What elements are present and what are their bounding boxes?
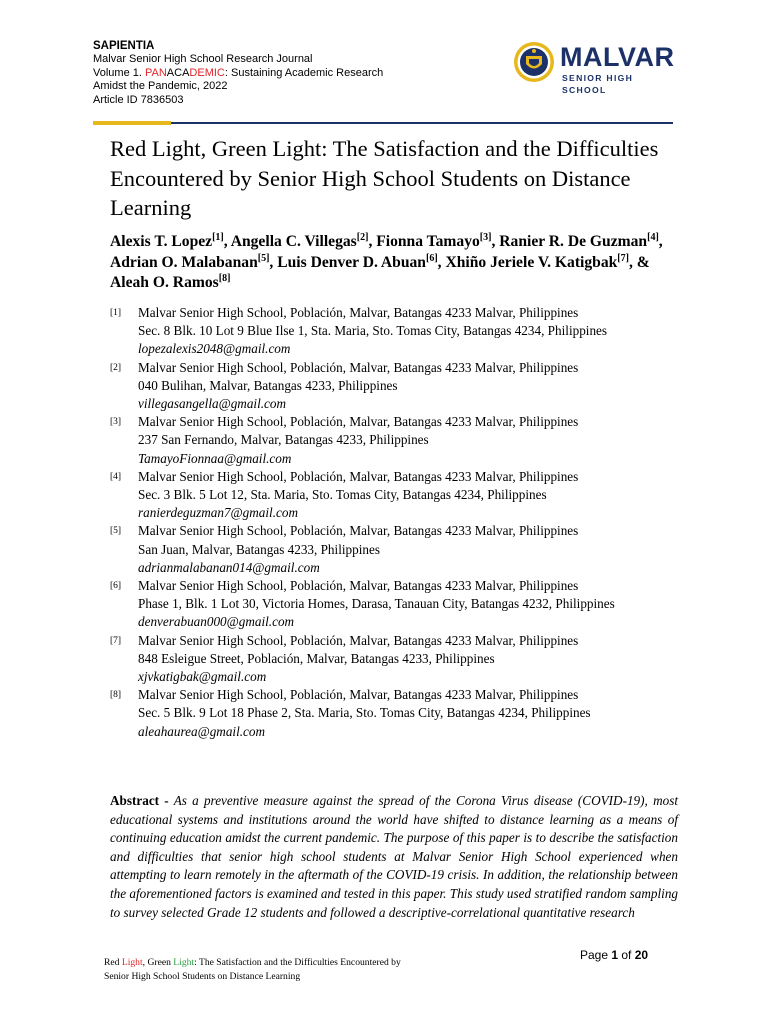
author-name: Angella C. Villegas (230, 233, 357, 250)
affiliation-email[interactable]: TamayoFionnaa@gmail.com (138, 450, 292, 466)
author-name: Luis Denver D. Abuan (277, 253, 426, 271)
author-ref: [8] (218, 272, 231, 284)
header-rule-navy (171, 122, 673, 124)
author-separator: , & (628, 253, 650, 271)
page-current: 1 (611, 948, 619, 962)
affiliation-address: Phase 1, Blk. 1 Lot 30, Victoria Homes, Darasa, Tanauan City, Batangas 4232, Philippines (138, 596, 615, 612)
author-separator: , (269, 253, 278, 271)
affiliation-address: Sec. 5 Blk. 9 Lot 18 Phase 2, Sta. Maria, Sto. Tomas City, Batangas 4234, Philippines (138, 705, 591, 721)
affiliation-body (138, 577, 690, 632)
affiliation-body (138, 686, 690, 741)
affiliation-number: [8] (110, 690, 122, 701)
footer-rest: : The Satisfaction and the Difficulties Encountered by Senior High School Students on Distance Learning (104, 957, 401, 983)
affiliation-item (110, 522, 690, 577)
footer-red: Red (104, 957, 122, 968)
paper-title: Red Light, Green Light: The Satisfaction and the Difficulties Encountered by Senior High School Students on Distance Learning (110, 136, 659, 220)
logo-main-text: MALVAR (560, 42, 675, 72)
volume-suffix: : Sustaining Academic Research (224, 66, 384, 79)
affiliation-email[interactable]: lopezalexis2048@gmail.com (138, 341, 291, 357)
author-ref: [7] (617, 252, 629, 264)
affiliation-body (138, 522, 690, 577)
page-total: 20 (634, 948, 649, 962)
author-separator: , (437, 253, 446, 271)
affiliation-email[interactable]: adrianmalabanan014@gmail.com (138, 559, 320, 575)
affiliation-email[interactable]: xjvkatigbak@gmail.com (138, 669, 267, 685)
affiliation-list (110, 304, 690, 741)
author-ref: [4] (647, 231, 659, 243)
author-name: Fionna Tamayo (376, 233, 480, 250)
author-name: Aleah O. Ramos (110, 274, 219, 291)
affiliation-item (110, 304, 690, 359)
school-seal-icon (512, 40, 556, 84)
author-separator: , (491, 233, 500, 250)
affiliation-school: Malvar Senior High School, Población, Malvar, Batangas 4233 Malvar, Philippines (138, 632, 579, 648)
affiliation-body (138, 632, 690, 687)
affiliation-school: Malvar Senior High School, Población, Malvar, Batangas 4233 Malvar, Philippines (138, 359, 579, 375)
affiliation-body (138, 413, 690, 468)
affiliation-address: Sec. 8 Blk. 10 Lot 9 Blue Ilse 1, Sta. Maria, Sto. Tomas City, Batangas 4234, Philippines (138, 323, 608, 339)
footer-green: , Green (142, 957, 174, 968)
footer-light-red: Light (121, 957, 143, 968)
author-list (110, 232, 680, 294)
article-id: Article ID 7836503 (93, 93, 184, 106)
affiliation-body (138, 304, 690, 359)
affiliation-item (110, 413, 690, 468)
author-ref: [3] (479, 231, 492, 243)
affiliation-body (138, 359, 690, 414)
affiliation-number: [1] (110, 308, 122, 318)
volume-demic: DEMIC (189, 66, 225, 79)
author-name: Ranier R. De Guzman (499, 233, 648, 250)
logo-sub-text: SENIOR HIGH SCHOOL (562, 73, 634, 95)
journal-header (93, 40, 383, 107)
logo-wordmark (560, 42, 674, 96)
affiliation-school: Malvar Senior High School, Población, Malvar, Batangas 4233 Malvar, Philippines (138, 468, 579, 484)
journal-subtitle: Malvar Senior High School Research Journal (93, 53, 313, 66)
affiliation-address: 848 Esleigue Street, Población, Malvar, Batangas 4233, Philippines (138, 650, 495, 666)
author-name: Adrian O. Malabanan (110, 253, 258, 271)
affiliation-school: Malvar Senior High School, Población, Malvar, Batangas 4233 Malvar, Philippines (138, 305, 579, 320)
author-ref: [2] (356, 231, 369, 243)
author-ref: [1] (212, 231, 224, 243)
journal-volume (93, 67, 383, 80)
author-name: Xhiño Jeriele V. Katigbak (445, 253, 618, 271)
affiliation-item (110, 468, 690, 523)
page-mid: of (618, 948, 635, 962)
volume-prefix: Volume 1. (93, 66, 145, 79)
author-ref: [5] (257, 252, 270, 264)
affiliation-number: [3] (110, 417, 122, 428)
affiliation-address: 040 Bulihan, Malvar, Batangas 4233, Philippines (138, 377, 398, 393)
affiliation-address: San Juan, Malvar, Batangas 4233, Philippines (138, 541, 380, 557)
affiliation-number: [7] (110, 635, 122, 646)
abstract-label: Abstract - (110, 793, 169, 808)
header-rule-gold (93, 121, 171, 125)
affiliation-school: Malvar Senior High School, Población, Malvar, Batangas 4233 Malvar, Philippines (138, 578, 579, 594)
affiliation-body (138, 468, 690, 523)
affiliation-item (110, 359, 690, 414)
school-logo (512, 40, 675, 95)
author-ref: [6] (425, 252, 438, 264)
footer-light-green: Light (173, 957, 195, 968)
affiliation-school: Malvar Senior High School, Población, Malvar, Batangas 4233 Malvar, Philippines (138, 523, 579, 539)
affiliation-number: [6] (110, 581, 122, 592)
affiliation-email[interactable]: denverabuan000@gmail.com (138, 614, 295, 630)
affiliation-email[interactable]: villegasangella@gmail.com (138, 396, 287, 412)
page-number (580, 948, 648, 962)
affiliation-item (110, 577, 690, 632)
affiliation-number: [4] (110, 471, 122, 482)
affiliation-email[interactable]: aleahaurea@gmail.com (138, 723, 266, 739)
affiliation-number: [2] (110, 362, 122, 373)
abstract (110, 792, 678, 922)
affiliation-number: [5] (110, 526, 122, 537)
affiliation-item (110, 686, 690, 741)
page-prefix: Page (580, 948, 612, 962)
affiliation-school: Malvar Senior High School, Población, Malvar, Batangas 4233 Malvar, Philippines (138, 687, 579, 703)
affiliation-school: Malvar Senior High School, Población, Malvar, Batangas 4233 Malvar, Philippines (138, 414, 579, 430)
author-separator: , (658, 233, 663, 250)
volume-aca: ACA (166, 66, 190, 79)
author-separator: , (223, 233, 231, 250)
running-footer (104, 956, 404, 984)
author-name: Alexis T. Lopez (110, 233, 213, 250)
affiliation-item (110, 632, 690, 687)
affiliation-address: 237 San Fernando, Malvar, Batangas 4233, Philippines (138, 432, 429, 448)
volume-pan: PAN (144, 66, 167, 79)
abstract-text: As a preventive measure against the spread of the Corona Virus disease (COVID-19), most educational systems and institutions around the world have shifted to distance learning as a means of continuing education amidst the current pandemic. The purpose of this paper is to describe the satisfaction and difficulties that senior high school students at Malvar Senior High School experienced when attempting to learn remotely in the aftermath of the COVID-19 crisis. In addition, the relationship between the aforementioned factors is examined and tested in this paper. This study used stratified random sampling to survey selected Grade 12 students and followed a descriptive-correlational quantitative research (110, 793, 679, 920)
author-separator: , (368, 233, 377, 250)
journal-volume-line2: Amidst the Pandemic, 2022 (93, 80, 228, 93)
journal-name: SAPIENTIA (93, 40, 155, 52)
affiliation-address: Sec. 3 Blk. 5 Lot 12, Sta. Maria, Sto. Tomas City, Batangas 4234, Philippines (138, 487, 547, 503)
affiliation-email[interactable]: ranierdeguzman7@gmail.com (138, 505, 298, 521)
